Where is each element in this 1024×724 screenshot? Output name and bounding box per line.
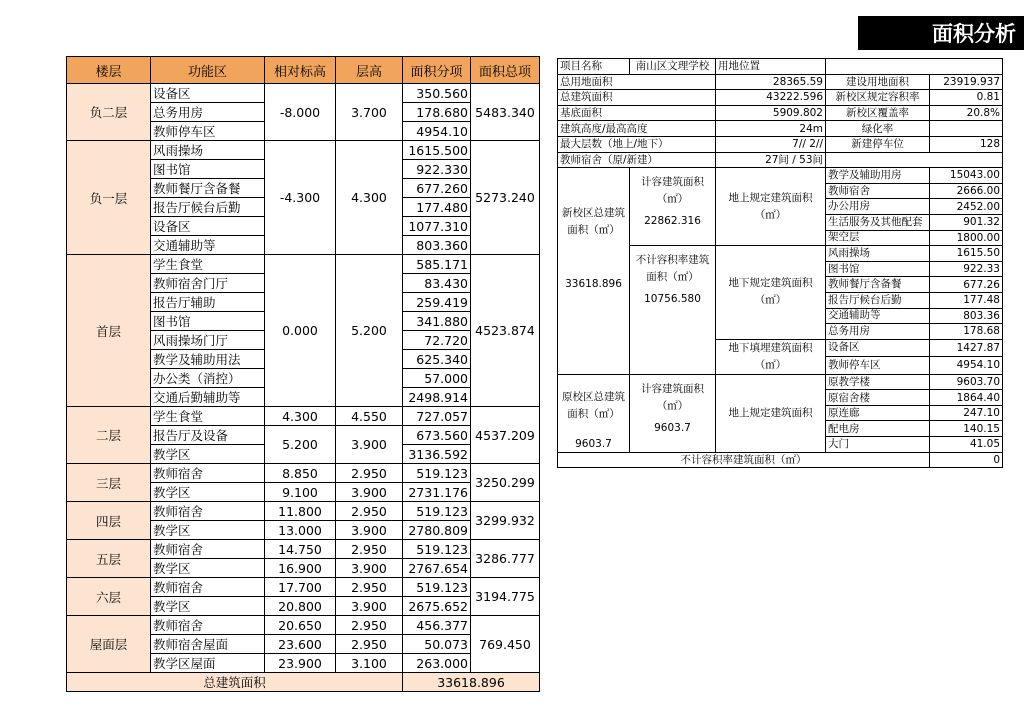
area-item: 50.073: [403, 635, 471, 654]
site-location-label: 用地位置: [716, 59, 826, 75]
total-value: 33618.896: [403, 673, 540, 692]
item-name: 教师餐厅含备餐: [826, 277, 930, 293]
area-total: 3250.299: [471, 464, 540, 502]
elevation: 23.900: [265, 654, 336, 673]
function-name: 教师宿舍: [151, 464, 265, 483]
function-name: 教师停车区: [151, 122, 265, 141]
table-row: [67, 255, 540, 274]
function-name: 设备区: [151, 217, 265, 236]
floor-height: 2.950: [336, 540, 403, 559]
old-above-label: 地上规定建筑面积: [716, 374, 826, 452]
above-label: 地上规定建筑面积（㎡）: [716, 168, 826, 246]
summary-table: [557, 58, 1003, 468]
area-item: 673.560: [403, 426, 471, 445]
table-row: [558, 168, 1003, 184]
function-name: 交通后勤辅助等: [151, 388, 265, 407]
function-name: 教师宿舍门厅: [151, 274, 265, 293]
area-total: 5483.340: [471, 84, 540, 141]
item-name: 教师停车区: [826, 357, 930, 375]
floor-height: 3.700: [336, 84, 403, 141]
header-floor: 楼层: [67, 57, 151, 84]
area-item: 1615.500: [403, 141, 471, 160]
green-label: 绿化率: [826, 121, 930, 137]
item-value: 9603.70: [930, 374, 1003, 390]
nonfar-total: 0: [930, 452, 1003, 468]
dorm-label: 教师宿舍（原/新建）: [558, 152, 716, 168]
item-value: 1864.40: [930, 390, 1003, 406]
function-name: 风雨操场: [151, 141, 265, 160]
elevation: 11.800: [265, 502, 336, 521]
item-name: 教师宿舍: [826, 183, 930, 199]
elevation: 8.850: [265, 464, 336, 483]
nonfar-total-label: 不计容积率建筑面积（㎡）: [558, 452, 930, 468]
function-name: 图书馆: [151, 312, 265, 331]
area-total: 5273.240: [471, 141, 540, 255]
table-row: [67, 464, 540, 483]
elevation: 14.750: [265, 540, 336, 559]
item-name: 风雨操场: [826, 246, 930, 262]
table-row: [558, 90, 1003, 106]
area-item: 519.123: [403, 540, 471, 559]
new-campus-value: 33618.896: [558, 277, 630, 374]
function-name: 报告厅及设备: [151, 426, 265, 445]
floor-height: 2.950: [336, 502, 403, 521]
floor-height: 3.900: [336, 559, 403, 578]
area-item: 341.880: [403, 312, 471, 331]
header-function: 功能区: [151, 57, 265, 84]
function-name: 教师宿舍屋面: [151, 635, 265, 654]
table-row: [67, 407, 540, 426]
area-item: 585.171: [403, 255, 471, 274]
green-rate: [930, 121, 1003, 137]
coverage: 20.8%: [930, 105, 1003, 121]
header-area-item: 面积分项: [403, 57, 471, 84]
base-area-label: 基底面积: [558, 105, 716, 121]
area-item: 2498.914: [403, 388, 471, 407]
total-land: 28365.59: [716, 74, 826, 90]
floor-height: 3.100: [336, 654, 403, 673]
function-name: 设备区: [151, 84, 265, 103]
nonfar-value: 10756.580: [630, 292, 716, 374]
item-name: 总务用房: [826, 324, 930, 340]
item-value: 2452.00: [930, 199, 1003, 215]
floor-name: 三层: [67, 464, 151, 502]
table-row: [558, 152, 1003, 168]
item-value: 15043.00: [930, 168, 1003, 184]
floor-height: 3.900: [336, 597, 403, 616]
old-far-label: 计容建筑面积（㎡）: [630, 374, 716, 421]
building-height: 24m: [716, 121, 826, 137]
area-item: 2780.809: [403, 521, 471, 540]
total-row: [67, 673, 540, 692]
area-item: 4954.10: [403, 122, 471, 141]
table-row: [558, 374, 1003, 390]
table-row: [558, 59, 1003, 75]
item-name: 教学及辅助用房: [826, 168, 930, 184]
elevation: 4.300: [265, 407, 336, 426]
table-row: [67, 578, 540, 597]
function-name: 教学及辅助用法: [151, 350, 265, 369]
area-item: 83.430: [403, 274, 471, 293]
function-name: 教学区: [151, 445, 265, 464]
old-far-value: 9603.7: [630, 421, 716, 452]
floor-name: 六层: [67, 578, 151, 616]
item-value: 677.26: [930, 277, 1003, 293]
item-name: 架空层: [826, 230, 930, 246]
floors: 7// 2//: [716, 136, 826, 152]
coverage-label: 新校区覆盖率: [826, 105, 930, 121]
function-name: 教师宿舍: [151, 616, 265, 635]
elevation: 17.700: [265, 578, 336, 597]
elevation: 20.650: [265, 616, 336, 635]
floor-name: 四层: [67, 502, 151, 540]
function-name: 教师宿舍: [151, 540, 265, 559]
function-name: 教师餐厅含备餐: [151, 179, 265, 198]
function-name: 教师宿舍: [151, 578, 265, 597]
function-name: 学生食堂: [151, 407, 265, 426]
item-value: 140.15: [930, 421, 1003, 437]
height-label: 建筑高度/最高高度: [558, 121, 716, 137]
area-item: 1077.310: [403, 217, 471, 236]
total-land-label: 总用地面积: [558, 74, 716, 90]
function-name: 教学区: [151, 483, 265, 502]
area-item: 519.123: [403, 502, 471, 521]
nonfar-label: 不计容积率建筑面积（㎡）: [630, 246, 716, 293]
area-total: 3286.777: [471, 540, 540, 578]
base-area: 5909.802: [716, 105, 826, 121]
item-name: 大门: [826, 437, 930, 453]
total-gfa-label: 总建筑面积: [558, 90, 716, 106]
new-far-label: 计容建筑面积（㎡）: [630, 168, 716, 215]
elevation: 9.100: [265, 483, 336, 502]
floor-name: 负二层: [67, 84, 151, 141]
build-land: 23919.937: [930, 74, 1003, 90]
floor-name: 首层: [67, 255, 151, 407]
area-total: 4523.874: [471, 255, 540, 407]
floor-name: 五层: [67, 540, 151, 578]
table-row: [67, 141, 540, 160]
elevation: 20.800: [265, 597, 336, 616]
table-row: [558, 105, 1003, 121]
elevation: 23.600: [265, 635, 336, 654]
area-item: 625.340: [403, 350, 471, 369]
elevation: 0.000: [265, 255, 336, 407]
total-label: 总建筑面积: [67, 673, 403, 692]
function-name: 教学区: [151, 597, 265, 616]
floor-height: 3.900: [336, 483, 403, 502]
item-name: 交通辅助等: [826, 308, 930, 324]
area-item: 677.260: [403, 179, 471, 198]
table-row: [558, 74, 1003, 90]
area-total: 769.450: [471, 616, 540, 673]
elevation: -8.000: [265, 84, 336, 141]
total-gfa: 43222.596: [716, 90, 826, 106]
function-name: 教师宿舍: [151, 502, 265, 521]
far-label: 新校区规定容积率: [826, 90, 930, 106]
item-value: 178.68: [930, 324, 1003, 340]
fill-label: 地下填埋建筑面积（㎡）: [716, 339, 826, 374]
function-name: 报告厅辅助: [151, 293, 265, 312]
floor-area-table: [66, 56, 540, 692]
table-row: [67, 502, 540, 521]
area-item: 803.360: [403, 236, 471, 255]
function-name: 办公类（消控）: [151, 369, 265, 388]
table-row: [67, 84, 540, 103]
floor-height: 4.550: [336, 407, 403, 426]
elevation: 13.000: [265, 521, 336, 540]
area-item: 350.560: [403, 84, 471, 103]
item-name: 报告厅候台后勤: [826, 292, 930, 308]
table-row: [67, 540, 540, 559]
function-name: 交通辅助等: [151, 236, 265, 255]
item-value: 901.32: [930, 214, 1003, 230]
floor-height: 2.950: [336, 464, 403, 483]
item-name: 生活服务及其他配套: [826, 214, 930, 230]
area-item: 259.419: [403, 293, 471, 312]
far: 0.81: [930, 90, 1003, 106]
function-name: 教学区: [151, 521, 265, 540]
floor-height: 5.200: [336, 255, 403, 407]
area-item: 263.000: [403, 654, 471, 673]
header-elevation: 相对标高: [265, 57, 336, 84]
item-value: 922.33: [930, 261, 1003, 277]
table-row: [558, 136, 1003, 152]
item-value: 247.10: [930, 405, 1003, 421]
floor-name: 负一层: [67, 141, 151, 255]
area-item: 57.000: [403, 369, 471, 388]
floors-label: 最大层数（地上/地下）: [558, 136, 716, 152]
item-value: 4954.10: [930, 357, 1003, 375]
table-row: [558, 121, 1003, 137]
item-name: 设备区: [826, 339, 930, 357]
header-height: 层高: [336, 57, 403, 84]
floor-height: 2.950: [336, 616, 403, 635]
item-value: 177.48: [930, 292, 1003, 308]
item-value: 1615.50: [930, 246, 1003, 262]
function-name: 报告厅候台后勤: [151, 198, 265, 217]
new-campus-label: 新校区总建筑面积（㎡）: [558, 168, 630, 277]
area-item: 3136.592: [403, 445, 471, 464]
page-title: 面积分析: [858, 16, 1024, 50]
parking-label: 新建停车位: [826, 136, 930, 152]
area-total: 3194.775: [471, 578, 540, 616]
item-name: 原连廊: [826, 405, 930, 421]
floor-name: 屋面层: [67, 616, 151, 673]
item-name: 原教学楼: [826, 374, 930, 390]
area-total: 4537.209: [471, 407, 540, 464]
area-item: 456.377: [403, 616, 471, 635]
table-row: [558, 452, 1003, 468]
table-row: [67, 616, 540, 635]
area-item: 2767.654: [403, 559, 471, 578]
area-item: 727.057: [403, 407, 471, 426]
item-name: 原宿舍楼: [826, 390, 930, 406]
area-item: 519.123: [403, 464, 471, 483]
function-name: 教学区: [151, 559, 265, 578]
floor-height: 3.900: [336, 521, 403, 540]
floor-height: 2.950: [336, 578, 403, 597]
item-name: 图书馆: [826, 261, 930, 277]
function-name: 教学区屋面: [151, 654, 265, 673]
area-item: 177.480: [403, 198, 471, 217]
item-value: 1800.00: [930, 230, 1003, 246]
elevation: 16.900: [265, 559, 336, 578]
area-item: 922.330: [403, 160, 471, 179]
area-total: 3299.932: [471, 502, 540, 540]
elevation: -4.300: [265, 141, 336, 255]
old-campus-value: 9603.7: [558, 437, 630, 453]
floor-height: 3.900: [336, 426, 403, 464]
area-item: 2675.652: [403, 597, 471, 616]
floor-height: 4.300: [336, 141, 403, 255]
function-name: 风雨操场门厅: [151, 331, 265, 350]
header-area-total: 面积总项: [471, 57, 540, 84]
elevation: 5.200: [265, 426, 336, 464]
project-name: 南山区文理学校: [630, 59, 716, 75]
item-name: 办公用房: [826, 199, 930, 215]
project-name-label: 项目名称: [558, 59, 630, 75]
area-item: 72.720: [403, 331, 471, 350]
area-item: 178.680: [403, 103, 471, 122]
build-land-label: 建设用地面积: [826, 74, 930, 90]
item-value: 803.36: [930, 308, 1003, 324]
below-label: 地下规定建筑面积（㎡）: [716, 246, 826, 340]
dorm: 27间 / 53间: [716, 152, 826, 168]
floor-height: 2.950: [336, 635, 403, 654]
floor-table-header: [67, 57, 540, 84]
function-name: 学生食堂: [151, 255, 265, 274]
item-value: 41.05: [930, 437, 1003, 453]
item-name: 配电房: [826, 421, 930, 437]
area-item: 519.123: [403, 578, 471, 597]
floor-name: 二层: [67, 407, 151, 464]
old-campus-label: 原校区总建筑面积（㎡）: [558, 374, 630, 436]
function-name: 总务用房: [151, 103, 265, 122]
function-name: 图书馆: [151, 160, 265, 179]
new-far-value: 22862.316: [630, 214, 716, 245]
item-value: 2666.00: [930, 183, 1003, 199]
parking: 128: [930, 136, 1003, 152]
item-value: 1427.87: [930, 339, 1003, 357]
area-item: 2731.176: [403, 483, 471, 502]
